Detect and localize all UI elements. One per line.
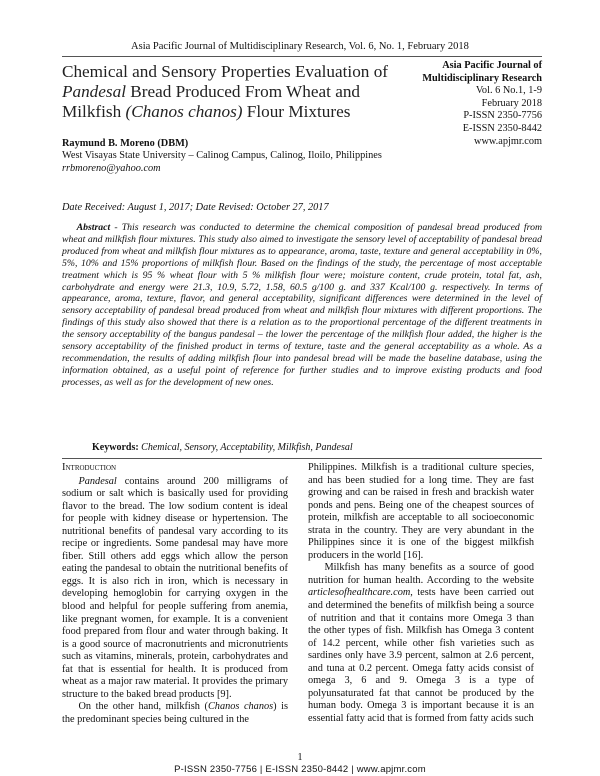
journal-info: [420, 60, 542, 148]
paper-title: Chemical and Sensory Properties Evaluation of Pandesal Bread Produced From Wheat and Milkfish (Chanos chanos) Flour Mixtures: [62, 62, 389, 122]
journal-issue: Vol. 6 No.1, 1-9: [475, 85, 542, 97]
intro-paragraph-1: Pandesal contains around 200 milligrams of sodium or salt which is basically used for providing flavor to the bread. The low sodium content is ideal for people with kidney disease or hypertension. The nutritional benefits of pandesal vary according to its recipe or ingredients. Some pandesal may have more fiber. Still others add eggs which allow the person eating the pandesal to obtain the nutritional benefits of eggs. It is also rich in iron, which is necessary in developing hemoglobin for carrying oxygen in the blood and helpful for people suffering from anemia, like pregnant women, for example. It is a convenient food prepared from flour and water through baking. It is a good source of macronutrients and micronutrients such as vitamins, minerals, protein, carbohydrates and fat that is essential for health. It is produced from wheat as a major raw material. It provides the primary structure to the baked bread products [9].: [62, 475, 288, 700]
journal-web: www.apjmr.com: [474, 135, 542, 147]
author-block: [62, 138, 402, 175]
intro-paragraph-3: Philippines. Milkfish is a traditional culture species, and has been studied for a long time. They are fast growing and can be raised in fresh and brackish water ponds and pens. Being one of the cheapest sources of protein, milkfish are acceptable to all socioeconomic strata in the country. They are very abundant in the Philippines since it is one of the biggest milkfish producers in the world [16].: [308, 462, 534, 561]
journal-eissn: E-ISSN 2350-8442: [462, 122, 542, 134]
journal-name: Asia Pacific Journal of Multidisciplinary Research: [422, 60, 542, 84]
journal-date: February 2018: [481, 97, 542, 109]
abstract: [62, 222, 542, 389]
right-column: [308, 462, 534, 725]
page-number: 1: [297, 752, 303, 763]
intro-paragraph-4: Milkfish has many benefits as a source of good nutrition for human health. According to the website articlesofhealthcare.com, tests have been carried out and determined the benefits of milkfish being a source of nutrition and that it contains more Omega 3 than the other types of fish. Milkfish has Omega 3 content of 14.2 percent, while other fish varieties such as sardines only have 3.9 percent, salmon at 2.6 percent, and tuna at 0.2 percent. Omega fatty acids consist of omega 3, 6 and 9. Omega 3 is a type of polyunsaturated fat that cannot be produced by the human body. Omega 3 is important because it is an essential fatty acid that is formed from fatty acids such: [308, 562, 534, 724]
author-affiliation: West Visayas State University – Calinog Campus, Calinog, Iloilo, Philippines: [62, 150, 382, 162]
intro-paragraph-2: On the other hand, milkfish (Chanos chanos) is the predominant species being cultured in the: [62, 701, 288, 725]
left-column: [62, 462, 288, 726]
abstract-label: Abstract: [76, 222, 111, 233]
journal-pissn: P-ISSN 2350-7756: [463, 110, 542, 122]
keywords-rule: [62, 458, 542, 459]
section-heading: Introduction: [62, 462, 117, 473]
author-name: Raymund B. Moreno (DBM): [62, 138, 189, 149]
page-footer: P-ISSN 2350-7756 | E-ISSN 2350-8442 | www.apjmr.com: [174, 764, 426, 775]
keywords: Keywords: Chemical, Sensory, Acceptability, Milkfish, Pandesal: [92, 442, 353, 453]
running-header: Asia Pacific Journal of Multidisciplinary Research, Vol. 6, No. 1, February 2018: [131, 41, 469, 52]
author-email: rrbmoreno@yahoo.com: [62, 162, 161, 174]
header-rule: [62, 56, 542, 57]
date-received: Date Received: August 1, 2017; Date Revised: October 27, 2017: [62, 202, 329, 213]
abstract-text: - This research was conducted to determine the chemical composition of pandesal bread produced from wheat and milkfish flour mixtures. This study also aimed to investigate the sensory level of acceptability of pandesal bread produced from wheat and milkfish flour mixtures as to appearance, aroma, taste, texture and general acceptability in 0%, 5%, 10% and 15% proportions of milkfish flour. Based on the findings of the study, the percentage of most acceptable treatment which is 95 % wheat flour with 5 % milkfish flour were; moisture content, crude protein, total fat, ash, carbohydrate and energy were 21.3, 10.9, 5.72, 1.58, 60.5 g/100 g. and 337 Kcal/100 g. respectively. In terms of appearance, aroma, texture, flavor, and general acceptability, significant differences were determined in the level of sensory acceptability of pandesal bread produced from wheat and milkfish flour mixtures with different proportions. The findings of this study also showed that there is a relation as to the proportional percentage of the different treatments in the sensory acceptability of the bangus pandesal – the lower the percentage of the milkfish flour added, the higher is the sensory acceptability of the finished product in terms of texture, taste and the general acceptability as a whole. As a recommendation, the results of adding milkfish flour into pandesal bread will be made the baseline database, using the information obtained, as a useful point of reference for further studies and to improve existing products and food processes, as well as for the development of new ones.: [62, 222, 542, 388]
